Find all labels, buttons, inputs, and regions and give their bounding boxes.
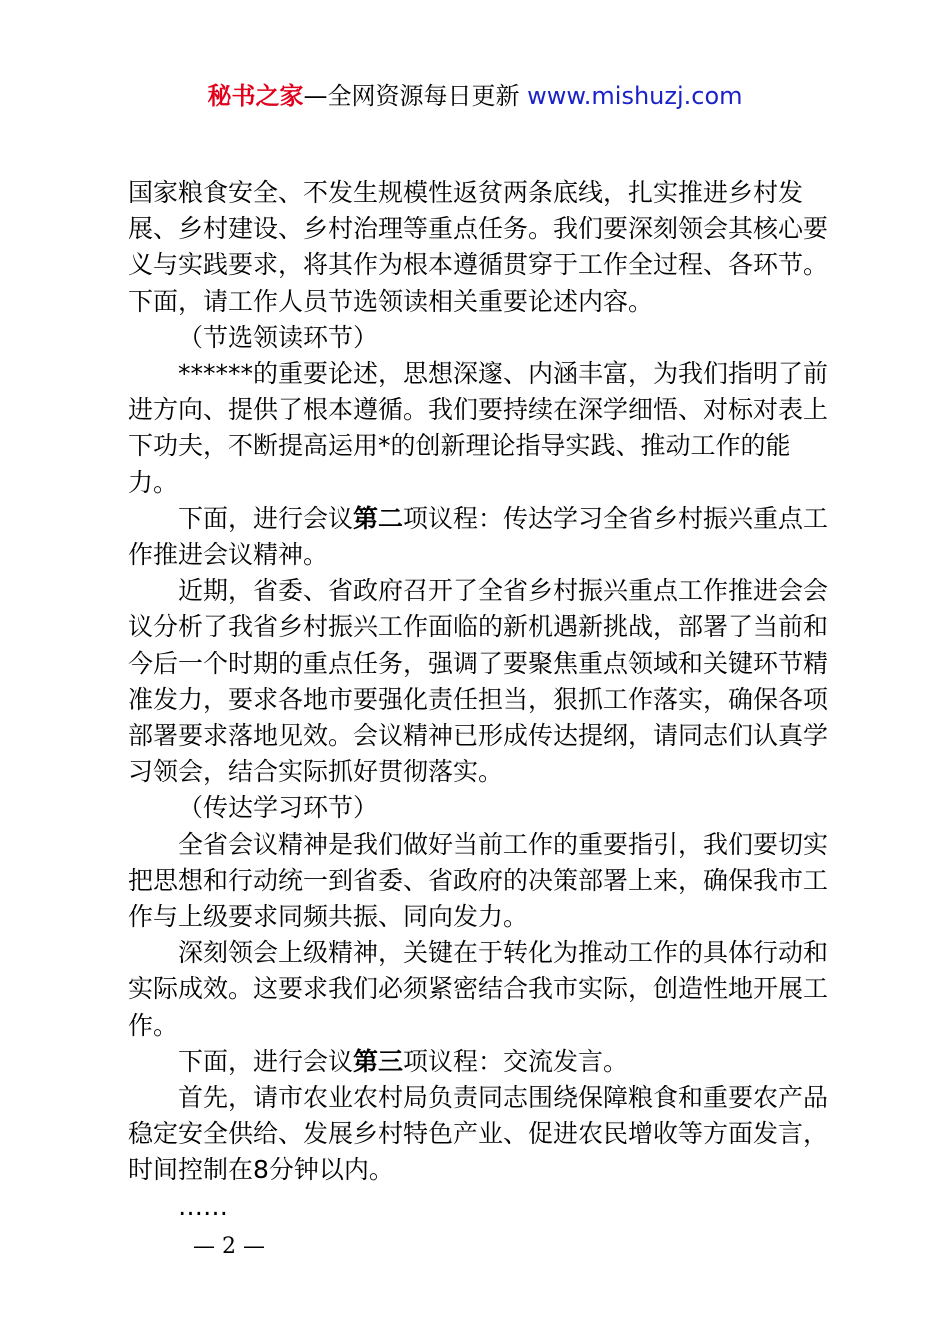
paragraph: 首先，请市农业农村局负责同志围绕保障粮食和重要农产品稳定安全供给、发展乡村特色产业、促进农民增收等方面发言，时间控制在8分钟以内。 (128, 1083, 829, 1185)
agenda-text: 下面，进行会议 (178, 1046, 354, 1076)
agenda-paragraph (128, 1044, 833, 1080)
agenda-text: 项议程：传达学习全省乡村振兴重点工作推进会议精神。 (128, 503, 829, 570)
paragraph: 近期，省委、省政府召开了全省乡村振兴重点工作推进会会议分析了我省乡村振兴工作面临的新机遇新挑战，部署了当前和今后一个时期的重点任务，强调了要聚焦重点领域和关键环节精准发力，要求各地市要强化责任担当，狠抓工作落实，确保各项部署要求落地见效。会议精神已形成传达提纲，请同志们认真学习领会，结合实际抓好贯彻落实。 (128, 576, 829, 787)
paragraph: ******的重要论述，思想深邃、内涵丰富，为我们指明了前进方向、提供了根本遵循。我们要持续在深学细悟、对标对表上下功夫，不断提高运用*的创新理论指导实践、推动工作的能力。 (128, 359, 829, 497)
paragraph: （传达学习环节） (178, 793, 379, 823)
ellipsis: …… (178, 1191, 228, 1221)
agenda-text: 下面，进行会议 (178, 503, 354, 533)
agenda-paragraph (128, 501, 833, 573)
site-slogan: —全网资源每日更新 (303, 82, 520, 110)
site-brand: 秘书之家 (207, 82, 304, 110)
site-url[interactable]: www.mishuzj.com (527, 82, 743, 110)
agenda-text: 项议程：交流发言。 (403, 1046, 629, 1076)
document-body (128, 175, 833, 1225)
site-header (0, 80, 950, 112)
paragraph: 深刻领会上级精神，关键在于转化为推动工作的具体行动和实际成效。这要求我们必须紧密结合我市实际，创造性地开展工作。 (128, 938, 829, 1040)
agenda-item-number: 第三 (353, 1046, 404, 1076)
paragraph: 全省会议精神是我们做好当前工作的重要指引，我们要切实把思想和行动统一到省委、省政府的决策部署上来，确保我市工作与上级要求同频共振、同向发力。 (128, 829, 829, 932)
page-number: — 2 — (193, 1234, 265, 1259)
agenda-item-number: 第二 (353, 503, 404, 533)
paragraph: 国家粮食安全、不发生规模性返贫两条底线，扎实推进乡村发展、乡村建设、乡村治理等重点任务。我们要深刻领会其核心要义与实践要求，将其作为根本遵循贯穿于工作全过程、各环节。下面，请工作人员节选领读相关重要论述内容。 (128, 178, 829, 316)
paragraph: （节选领读环节） (178, 322, 379, 352)
